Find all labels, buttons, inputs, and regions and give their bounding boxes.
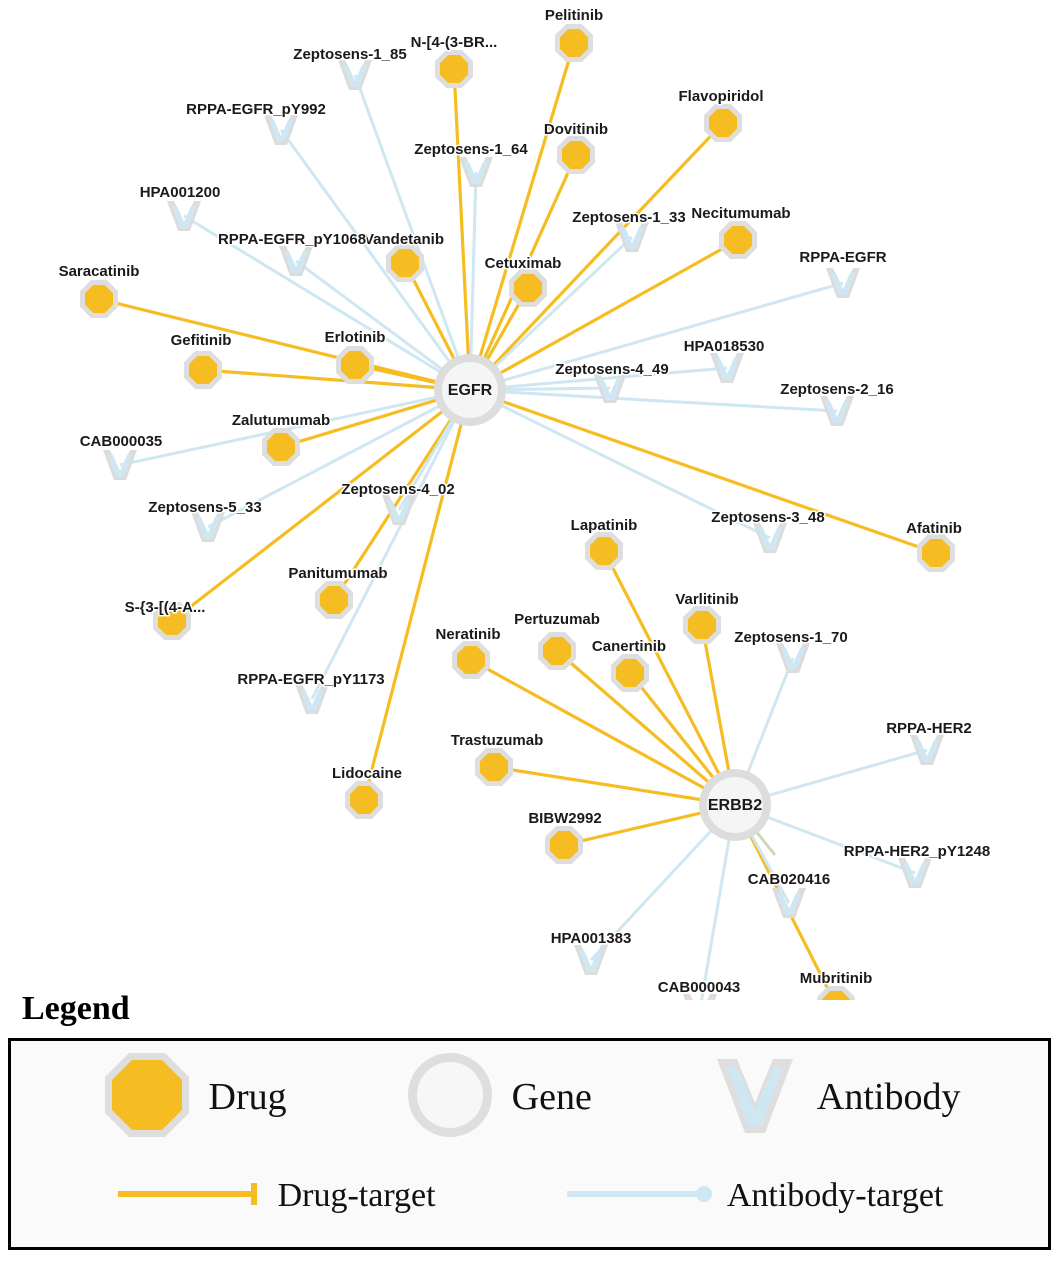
drug-node[interactable]	[345, 781, 383, 819]
antibody-node-label: HPA001200	[139, 183, 221, 201]
drug-node-label: Flavopiridol	[678, 87, 764, 105]
gene-node-label: EGFR	[447, 382, 493, 400]
drug-target-edge-icon	[116, 1179, 266, 1214]
antibody-node-label: Zeptosens-2_16	[780, 380, 894, 398]
legend-label-drug-target: Drug-target	[277, 1177, 436, 1214]
drug-node-label: Cetuximab	[484, 254, 562, 272]
legend-box	[8, 1038, 1051, 1250]
drug-node-label: Varlitinib	[675, 590, 739, 608]
drug-node-label: Panitumumab	[288, 564, 388, 582]
drug-node-shape	[267, 433, 295, 461]
chevron-antibody-icon	[707, 1047, 803, 1148]
drug-node-shape	[616, 659, 644, 687]
legend-item-gene	[402, 1047, 592, 1148]
legend-item-drug-target	[116, 1177, 436, 1215]
drug-node-label: Afatinib	[906, 519, 962, 537]
label-layer	[59, 7, 991, 996]
octagon-drug-icon	[99, 1047, 195, 1148]
drug-node-shape	[440, 55, 468, 83]
circle-gene-icon	[402, 1047, 498, 1148]
drug-node-label: Dovitinib	[543, 120, 609, 138]
drug-node[interactable]	[538, 632, 576, 670]
drug-node[interactable]	[475, 748, 513, 786]
drug-node[interactable]	[336, 346, 374, 384]
drug-node-label: Necitumumab	[691, 204, 791, 222]
legend-edge-types	[11, 1153, 1048, 1239]
drug-node-shape	[590, 537, 618, 565]
drug-node-shape	[189, 356, 217, 384]
drug-node[interactable]	[585, 532, 623, 570]
drug-node-label: Lidocaine	[331, 764, 403, 782]
drug-node-shape	[514, 274, 542, 302]
drug-node-label: Vandetanib	[363, 230, 445, 248]
drug-node[interactable]	[509, 269, 547, 307]
antibody-node-label: RPPA-EGFR_pY1173	[237, 670, 385, 688]
antibody-node-label: HPA001383	[550, 929, 632, 947]
drug-node-shape	[350, 786, 378, 814]
antibody-node-label: RPPA-EGFR_pY992	[186, 100, 326, 118]
antibody-target-edge-icon	[565, 1179, 715, 1214]
gene-node-label: ERBB2	[707, 797, 763, 815]
drug-node-shape	[85, 285, 113, 313]
legend-label-antibody: Antibody	[816, 1076, 961, 1118]
drug-node-label: Pelitinib	[544, 6, 604, 24]
drug-node-shape	[480, 753, 508, 781]
antibody-node-label: HPA018530	[683, 337, 765, 355]
drug-node[interactable]	[917, 534, 955, 572]
drug-node-label: Trastuzumab	[450, 731, 544, 749]
legend-label-gene: Gene	[511, 1076, 592, 1118]
drug-node[interactable]	[452, 641, 490, 679]
drug-node-label: Gefitinib	[170, 331, 232, 349]
drug-node[interactable]	[386, 244, 424, 282]
antibody-node-label: CAB000043	[657, 978, 741, 996]
drug-node-shape	[341, 351, 369, 379]
legend-item-antibody-target	[565, 1177, 944, 1215]
drug-node[interactable]	[557, 136, 595, 174]
drug-node-shape	[391, 249, 419, 277]
legend-item-drug	[99, 1047, 287, 1148]
drug-node[interactable]	[683, 606, 721, 644]
antibody-node-label: RPPA-EGFR	[799, 248, 887, 266]
legend-node-types	[11, 1041, 1048, 1153]
drug-node-label: N-[4-(3-BR...	[410, 33, 498, 51]
drug-node-label: Erlotinib	[324, 328, 386, 346]
antibody-node-label: Zeptosens-4_49	[555, 360, 669, 378]
drug-node[interactable]	[262, 428, 300, 466]
legend-label-antibody-target: Antibody-target	[726, 1177, 944, 1214]
antibody-node-label: CAB020416	[747, 870, 831, 888]
drug-target-edge	[470, 390, 936, 553]
drug-node-shape	[688, 611, 716, 639]
drug-node[interactable]	[611, 654, 649, 692]
drug-node-label: Lapatinib	[570, 516, 638, 534]
antibody-node-label: RPPA-HER2_pY1248	[843, 842, 991, 860]
antibody-node-label: RPPA-HER2	[886, 719, 972, 737]
legend	[8, 990, 1051, 1250]
drug-node-shape	[550, 831, 578, 859]
legend-title: Legend	[22, 990, 130, 1027]
drug-node-label: Zalutumumab	[231, 411, 331, 429]
antibody-node-label: Zeptosens-5_33	[148, 498, 262, 516]
drug-node[interactable]	[435, 50, 473, 88]
legend-label-drug: Drug	[208, 1076, 287, 1118]
antibody-node-label: Zeptosens-1_64	[414, 140, 528, 158]
antibody-node-label: CAB000035	[79, 432, 163, 450]
antibody-node-label: Zeptosens-1_85	[293, 45, 407, 63]
drug-target-edge	[470, 43, 574, 390]
drug-node[interactable]	[719, 221, 757, 259]
drug-node-label: Neratinib	[435, 625, 501, 643]
drug-node-label: Canertinib	[591, 637, 667, 655]
antibody-node-label: Zeptosens-1_33	[572, 208, 686, 226]
drug-node[interactable]	[184, 351, 222, 389]
antibody-node-label: RPPA-EGFR_pY1068	[217, 230, 367, 248]
drug-node-shape	[922, 539, 950, 567]
drug-node[interactable]	[555, 24, 593, 62]
drug-node-label: Saracatinib	[58, 262, 140, 280]
drug-node[interactable]	[545, 826, 583, 864]
drug-node-shape	[560, 29, 588, 57]
antibody-node-label: Zeptosens-3_48	[711, 508, 825, 526]
drug-node-shape	[709, 109, 737, 137]
drug-node[interactable]	[315, 581, 353, 619]
drug-node-shape	[562, 141, 590, 169]
drug-node-label: BIBW2992	[528, 809, 602, 827]
drug-node-shape	[457, 646, 485, 674]
antibody-target-edge	[312, 390, 470, 699]
drug-node-label: S-{3-[(4-A...	[124, 598, 206, 616]
drug-node-shape	[724, 226, 752, 254]
drug-node[interactable]	[704, 104, 742, 142]
legend-item-antibody	[707, 1047, 961, 1148]
drug-node[interactable]	[80, 280, 118, 318]
antibody-node-label: Zeptosens-1_70	[734, 628, 848, 646]
drug-node-label: Pertuzumab	[514, 610, 600, 628]
drug-node-shape	[543, 637, 571, 665]
drug-target-edge	[454, 69, 470, 390]
drug-node-shape	[320, 586, 348, 614]
drug-node-label: Mubritinib	[799, 969, 873, 987]
antibody-node-label: Zeptosens-4_02	[341, 480, 455, 498]
